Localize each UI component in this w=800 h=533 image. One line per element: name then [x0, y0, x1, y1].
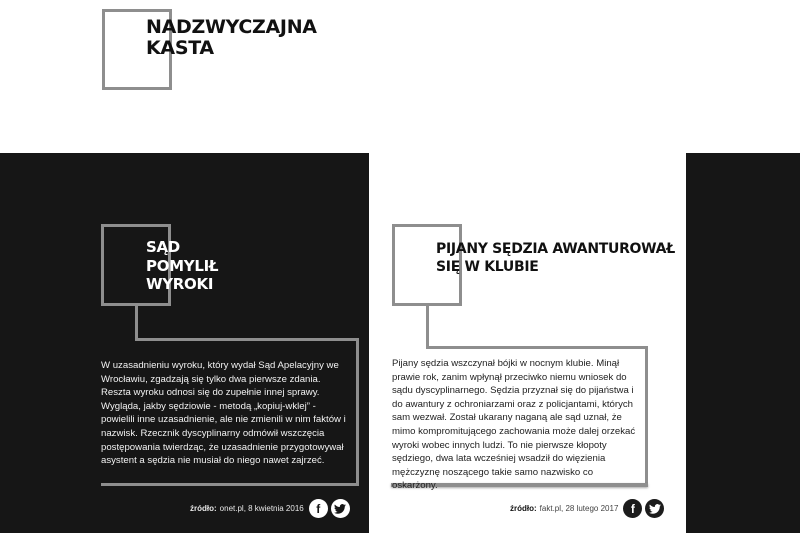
card-title-line: SĄD — [146, 238, 180, 256]
card-body-text: Pijany sędzia wszczynał bójki w nocnym klubie. Minął prawie rok, zanim wpłynął przeciwko niemu wniosek do sądu dyscyplinarnego. Sędzia przyznał się do pijaństwa i do awantury z ochroniarzami oraz z policjantami, których sam wezwał. Został ukarany naganą ale sąd uznał, że mimo kompromitującego zachowania może dalej orzekać wyroki wobec innych ludzi. To nie pierwsze kłopoty sędziego, dwa lata wcześniej wsadził do więzienia mężczyznę noszącego takie samo nazwisko co oskarżony. — [392, 358, 636, 492]
frame-connector-vertical — [135, 305, 138, 341]
frame-top-line — [135, 338, 359, 341]
left-dark-panel — [0, 153, 369, 533]
frame-right-line — [645, 346, 648, 486]
right-dark-panel — [686, 153, 800, 533]
source-label: źródło: — [510, 504, 537, 513]
card-body-text: W uzasadnieniu wyroku, który wydał Sąd Apelacyjny we Wrocławiu, zgadzają się tylko dwa pierwsze zdania. Reszta wyroku odnosi się do zupełnie innej sprawy. Wygląda, jakby sędziowie - metodą „kopiuj-wklej” - powielili inne uzasadnienie, ale nie zmienili w nim faktów i nazwisk. Rzecznik dyscyplinarny odmówił wszczęcia postępowania twierdząc, że uzasadnienie przygotowywał asystent a sędzia nie musiał do niego nawet zajrzeć. — [101, 360, 346, 467]
facebook-icon[interactable]: f — [623, 499, 642, 518]
card-title — [146, 238, 218, 294]
page-title — [146, 17, 317, 59]
card-source — [190, 499, 350, 518]
twitter-icon[interactable] — [331, 499, 350, 518]
frame-connector-vertical — [426, 305, 429, 349]
card-source — [510, 499, 664, 518]
card-title-line: WYROKI — [146, 275, 214, 293]
card-title-line: POMYLIŁ — [146, 256, 219, 275]
frame-top-line — [426, 346, 648, 349]
source-value: fakt.pl, 28 lutego 2017 — [539, 504, 619, 513]
source-label: źródło: — [190, 504, 217, 513]
page-title-line-1: NADZWYCZAJNA — [146, 16, 317, 38]
twitter-icon[interactable] — [645, 499, 664, 518]
page-title-line-2: KASTA — [146, 37, 214, 59]
card-title-line: SIĘ W KLUBIE — [436, 259, 539, 275]
facebook-icon[interactable]: f — [309, 499, 328, 518]
source-value: onet.pl, 8 kwietnia 2016 — [219, 504, 304, 513]
frame-bottom-line — [101, 483, 359, 486]
frame-right-line — [356, 338, 359, 486]
card-title — [436, 240, 675, 276]
card-title-line: PIJANY SĘDZIA AWANTUROWAŁ — [436, 241, 675, 257]
